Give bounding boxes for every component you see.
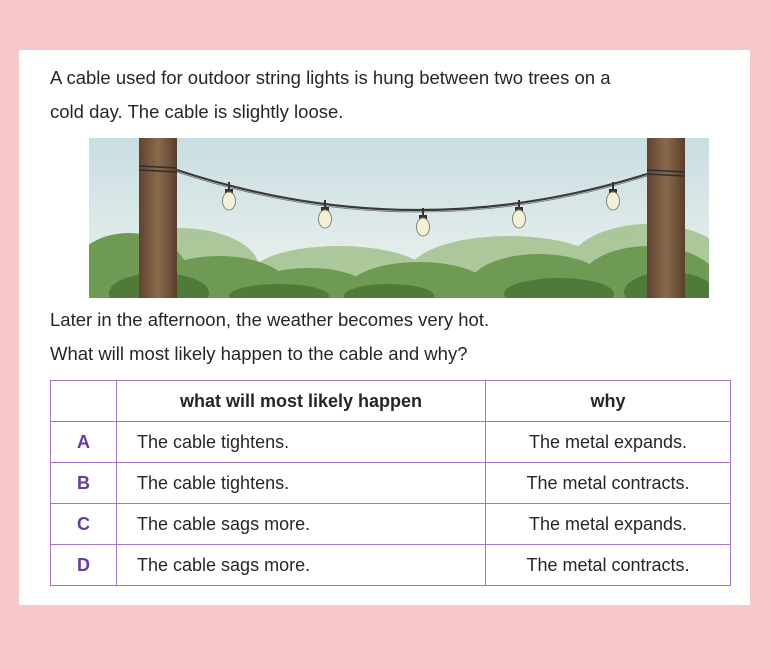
option-letter[interactable]: C bbox=[51, 504, 117, 545]
option-letter[interactable]: B bbox=[51, 463, 117, 504]
question-line-1: A cable used for outdoor string lights is hung between two trees on a bbox=[50, 67, 611, 88]
option-happen: The cable sags more. bbox=[117, 504, 486, 545]
option-letter[interactable]: D bbox=[51, 545, 117, 586]
option-why: The metal contracts. bbox=[486, 545, 731, 586]
table-header-row bbox=[51, 381, 731, 422]
option-why: The metal expands. bbox=[486, 504, 731, 545]
option-letter[interactable]: A bbox=[51, 422, 117, 463]
answer-table bbox=[50, 380, 731, 586]
header-happen: what will most likely happen bbox=[117, 381, 486, 422]
question-intro bbox=[50, 66, 730, 124]
question-prompt: What will most likely happen to the cable and why? bbox=[50, 343, 468, 364]
string-lights-illustration bbox=[89, 138, 709, 298]
option-happen: The cable tightens. bbox=[117, 422, 486, 463]
question-line-2: cold day. The cable is slightly loose. bbox=[50, 101, 344, 122]
option-row-b[interactable] bbox=[51, 463, 731, 504]
option-row-c[interactable] bbox=[51, 504, 731, 545]
header-letter bbox=[51, 381, 117, 422]
option-row-a[interactable] bbox=[51, 422, 731, 463]
option-happen: The cable tightens. bbox=[117, 463, 486, 504]
option-happen: The cable sags more. bbox=[117, 545, 486, 586]
question-line-3: Later in the afternoon, the weather becomes very hot. bbox=[50, 309, 490, 330]
header-why: why bbox=[486, 381, 731, 422]
option-why: The metal contracts. bbox=[486, 463, 731, 504]
question-card bbox=[19, 50, 750, 605]
option-why: The metal expands. bbox=[486, 422, 731, 463]
option-row-d[interactable] bbox=[51, 545, 731, 586]
